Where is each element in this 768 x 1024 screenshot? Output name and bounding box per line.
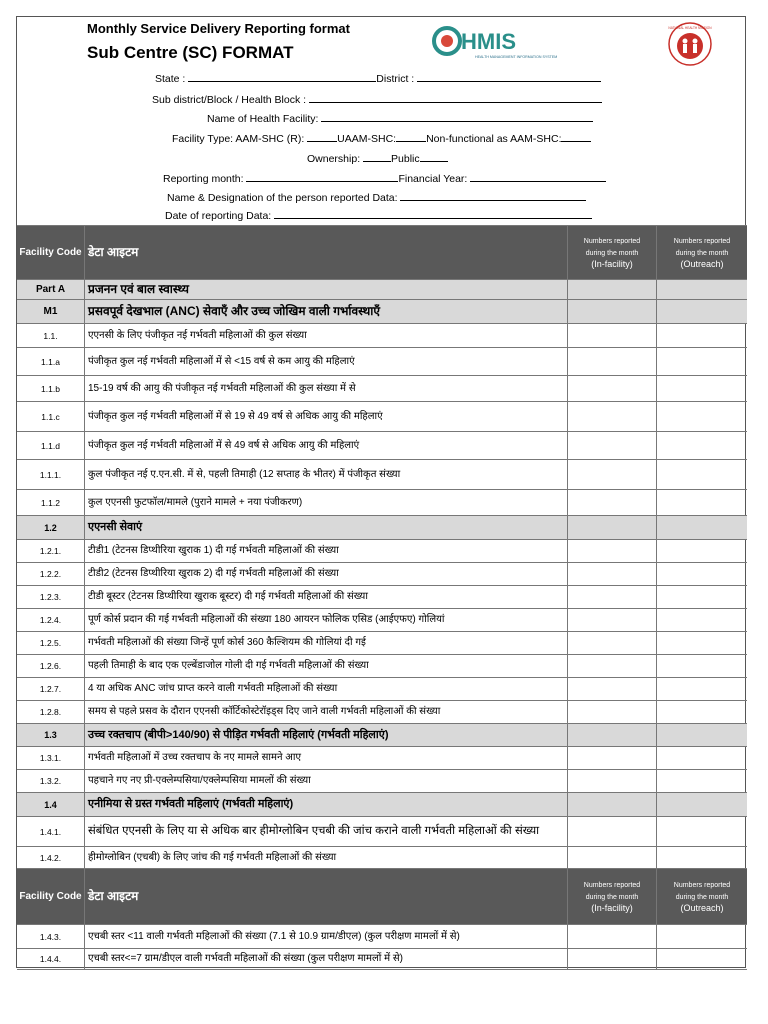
hmis-logo-text: HMIS: [461, 29, 516, 54]
in-facility-cell[interactable]: [568, 678, 657, 700]
uaam-field[interactable]: [396, 131, 426, 142]
row-data-item: एएनसी सेवाएं: [85, 516, 568, 539]
table-row: [17, 431, 747, 459]
table-row: [17, 846, 747, 868]
table-row: [17, 401, 747, 431]
table-row: [17, 585, 747, 608]
table-row: [17, 677, 747, 700]
row-data-item: संबंधित एएनसी के लिए या से अधिक बार हीमोग्लोबिन एचबी की जांच कराने वाली गर्भवती महिलाओं की संख्या: [85, 817, 568, 846]
header-numbers-label: Numbers reported during the month: [673, 238, 731, 257]
row-data-item: कुल पंजीकृत नई ए.एन.सी. में से, पहली तिमाही (12 सप्ताह के भीतर) में पंजीकृत संख्या: [85, 460, 568, 489]
header-data-item: डेटा आइटम: [85, 869, 568, 924]
table-row: [17, 924, 747, 948]
table-header-row: [17, 225, 747, 279]
in-facility-cell[interactable]: [568, 402, 657, 431]
outreach-cell[interactable]: [657, 432, 747, 459]
state-label: State :: [155, 73, 186, 85]
row-data-item: पूर्ण कोर्स प्रदान की गई गर्भवती महिलाओं की संख्या 180 आयरन फोलिक एसिड (आईएफए) गोलियां: [85, 609, 568, 631]
financial-year-label: Financial Year:: [398, 173, 468, 185]
row-code: 1.3.1.: [17, 747, 85, 769]
row-code: 1.2.8.: [17, 701, 85, 723]
outreach-cell[interactable]: [657, 817, 747, 846]
in-facility-cell[interactable]: [568, 925, 657, 948]
in-facility-cell[interactable]: [568, 432, 657, 459]
in-facility-cell[interactable]: [568, 770, 657, 792]
outreach-cell[interactable]: [657, 655, 747, 677]
table-row: [17, 562, 747, 585]
in-facility-cell[interactable]: [568, 632, 657, 654]
row-code: 1.4: [17, 793, 85, 816]
row-data-item: उच्च रक्तचाप (बीपी>140/90) से पीड़ित गर्भवती महिलाएं (गर्भवती महिलाएं): [85, 724, 568, 746]
row-data-item: टीडी2 (टेटनस डिप्थीरिया खुराक 2) दी गई गर्भवती महिलाओं की संख्या: [85, 563, 568, 585]
row-data-item: एचबी स्तर<=7 ग्राम/डीएल वाली गर्भवती महिलाओं की संख्या (कुल परीक्षण मामलों में से): [85, 949, 568, 969]
outreach-cell: [657, 516, 747, 539]
outreach-cell[interactable]: [657, 540, 747, 562]
header-type-label: (Outreach): [680, 258, 724, 269]
table-section-row: [17, 792, 747, 816]
header-outreach: [657, 226, 747, 279]
person-field[interactable]: [400, 190, 586, 201]
in-facility-cell[interactable]: [568, 348, 657, 375]
row-code: 1.1.a: [17, 348, 85, 375]
table-row: [17, 489, 747, 515]
table-header-row: [17, 868, 747, 924]
reporting-month-label: Reporting month:: [163, 173, 244, 185]
in-facility-cell: [568, 516, 657, 539]
table-row: [17, 816, 747, 846]
facility-type-label: Facility Type: AAM-SHC (R):: [172, 133, 305, 145]
in-facility-cell[interactable]: [568, 847, 657, 868]
form-reporting-month: [163, 171, 606, 185]
row-code: 1.2.3.: [17, 586, 85, 608]
district-field[interactable]: [417, 71, 601, 82]
outreach-cell[interactable]: [657, 460, 747, 489]
row-code: 1.2.6.: [17, 655, 85, 677]
in-facility-cell[interactable]: [568, 540, 657, 562]
header-type-label: (In-facility): [591, 902, 633, 913]
table-row: [17, 608, 747, 631]
in-facility-cell: [568, 793, 657, 816]
row-data-item: टीडी बूस्टर (टेटनस डिप्थीरिया खुराक बूस्टर) दी गई गर्भवती महिलाओं की संख्या: [85, 586, 568, 608]
outreach-cell: [657, 793, 747, 816]
row-data-item: एचबी स्तर <11 वाली गर्भवती महिलाओं की संख्या (7.1 से 10.9 ग्राम/डीएल) (कुल परीक्षण मामलों में से): [85, 925, 568, 948]
table-row: [17, 654, 747, 677]
in-facility-cell[interactable]: [568, 609, 657, 631]
row-code: 1.2: [17, 516, 85, 539]
block-label: Sub district/Block / Health Block :: [152, 94, 307, 106]
nhm-logo-text: NATIONAL HEALTH MISSION: [668, 26, 712, 30]
in-facility-cell[interactable]: [568, 747, 657, 769]
state-field[interactable]: [188, 71, 376, 82]
outreach-cell[interactable]: [657, 586, 747, 608]
row-code: 1.4.1.: [17, 817, 85, 846]
reporting-month-field[interactable]: [246, 171, 398, 182]
header-type-label: (Outreach): [680, 902, 724, 913]
facility-name-field[interactable]: [321, 111, 593, 122]
page-subtitle: Sub Centre (SC) FORMAT: [87, 43, 294, 62]
in-facility-cell[interactable]: [568, 817, 657, 846]
row-code: 1.2.1.: [17, 540, 85, 562]
form-block: [152, 92, 602, 106]
row-code: 1.1.b: [17, 376, 85, 401]
table-section-row: [17, 279, 747, 299]
outreach-cell[interactable]: [657, 847, 747, 868]
row-code: 1.1.2: [17, 490, 85, 515]
outreach-cell[interactable]: [657, 402, 747, 431]
row-code: 1.4.2.: [17, 847, 85, 868]
outreach-cell[interactable]: [657, 678, 747, 700]
table-row: [17, 347, 747, 375]
table-row: [17, 375, 747, 401]
outreach-cell[interactable]: [657, 563, 747, 585]
row-data-item: गर्भवती महिलाओं की संख्या जिन्हें पूर्ण कोर्स 360 कैल्शियम की गोलियां दी गई: [85, 632, 568, 654]
in-facility-cell[interactable]: [568, 563, 657, 585]
row-code: 1.2.7.: [17, 678, 85, 700]
hmis-logo-caption: HEALTH MANAGEMENT INFORMATION SYSTEM: [475, 55, 558, 59]
row-data-item: पंजीकृत कुल नई गर्भवती महिलाओं में से 19 से 49 वर्ष से अधिक आयु की महिलाएं: [85, 402, 568, 431]
row-code: 1.2.4.: [17, 609, 85, 631]
financial-year-field[interactable]: [470, 171, 606, 182]
form-ownership: [307, 151, 448, 165]
date-label: Date of reporting Data:: [165, 210, 272, 222]
in-facility-cell[interactable]: [568, 376, 657, 401]
table-row: [17, 323, 747, 347]
header-in-facility: [568, 226, 657, 279]
row-data-item: कुल एएनसी फुटफॉल/मामले (पुराने मामले + नया पंजीकरण): [85, 490, 568, 515]
outreach-cell: [657, 280, 747, 299]
row-code: 1.4.4.: [17, 949, 85, 969]
row-code: 1.4.3.: [17, 925, 85, 948]
table-row: [17, 631, 747, 654]
header-facility-code: Facility Code: [17, 226, 85, 279]
date-field[interactable]: [274, 208, 592, 219]
header-facility-code: Facility Code: [17, 869, 85, 924]
in-facility-cell[interactable]: [568, 701, 657, 723]
page-title: Monthly Service Delivery Reporting format: [87, 21, 350, 36]
aam-shc-field[interactable]: [307, 131, 337, 142]
row-code: Part A: [17, 280, 85, 299]
in-facility-cell: [568, 724, 657, 746]
table-row: [17, 700, 747, 723]
outreach-cell[interactable]: [657, 925, 747, 948]
nonfunctional-field[interactable]: [561, 131, 591, 142]
facility-name-label: Name of Health Facility:: [207, 113, 319, 125]
row-code: 1.1.d: [17, 432, 85, 459]
row-data-item: प्रजनन एवं बाल स्वास्थ्य: [85, 280, 568, 299]
outreach-cell[interactable]: [657, 770, 747, 792]
table-row: [17, 769, 747, 792]
outreach-cell[interactable]: [657, 949, 747, 969]
header-in-facility: [568, 869, 657, 924]
table-row: [17, 948, 747, 970]
ownership-label: Ownership:: [307, 153, 361, 165]
row-data-item: टीडी1 (टेटनस डिप्थीरिया खुराक 1) दी गई गर्भवती महिलाओं की संख्या: [85, 540, 568, 562]
hmis-logo: [431, 23, 558, 63]
outreach-cell[interactable]: [657, 632, 747, 654]
header-type-label: (In-facility): [591, 258, 633, 269]
row-data-item: हीमोग्लोबिन (एचबी) के लिए जांच की गई गर्भवती महिलाओं की संख्या: [85, 847, 568, 868]
row-code: 1.1.1.: [17, 460, 85, 489]
header-data-item: डेटा आइटम: [85, 226, 568, 279]
in-facility-cell: [568, 280, 657, 299]
row-data-item: एनीमिया से ग्रस्त गर्भवती महिलाएं (गर्भवती महिलाएं): [85, 793, 568, 816]
outreach-cell[interactable]: [657, 747, 747, 769]
row-data-item: पहचाने गए नए प्री-एक्लेम्पसिया/एक्लेम्पसिया मामलों की संख्या: [85, 770, 568, 792]
row-data-item: एएनसी के लिए पंजीकृत नई गर्भवती महिलाओं की कुल संख्या: [85, 324, 568, 347]
header-outreach: [657, 869, 747, 924]
row-data-item: पंजीकृत कुल नई गर्भवती महिलाओं में से <15 वर्ष से कम आयु की महिलाएं: [85, 348, 568, 375]
header-numbers-label: Numbers reported during the month: [583, 238, 641, 257]
row-code: 1.3.2.: [17, 770, 85, 792]
in-facility-cell[interactable]: [568, 490, 657, 515]
table-section-row: [17, 515, 747, 539]
outreach-cell[interactable]: [657, 701, 747, 723]
table-section-row: [17, 299, 747, 323]
outreach-cell[interactable]: [657, 348, 747, 375]
uaam-label: UAAM-SHC:: [337, 133, 397, 145]
table-section-row: [17, 723, 747, 746]
row-data-item: 15-19 वर्ष की आयु की पंजीकृत नई गर्भवती महिलाओं की कुल संख्या में से: [85, 376, 568, 401]
report-sheet: [16, 16, 746, 968]
form-facility-name: [207, 111, 593, 125]
in-facility-cell[interactable]: [568, 586, 657, 608]
row-data-item: पहली तिमाही के बाद एक एल्बेंडाजोल गोली दी गई गर्भवती महिलाओं की संख्या: [85, 655, 568, 677]
nonfunctional-label: Non-functional as AAM-SHC:: [426, 133, 562, 145]
outreach-cell: [657, 724, 747, 746]
row-data-item: समय से पहले प्रसव के दौरान एएनसी कॉर्टिकोस्टेरॉइड्स दिए जाने वाली गर्भवती महिलाओं की संख्या: [85, 701, 568, 723]
row-code: 1.1.: [17, 324, 85, 347]
row-data-item: गर्भवती महिलाओं में उच्च रक्तचाप के नए मामले सामने आए: [85, 747, 568, 769]
person-label: Name & Designation of the person reported Data:: [167, 192, 398, 204]
in-facility-cell[interactable]: [568, 655, 657, 677]
row-data-item: प्रसवपूर्व देखभाल (ANC) सेवाएँ और उच्च जोखिम वाली गर्भावस्थाएँ: [85, 300, 568, 323]
row-data-item: पंजीकृत कुल नई गर्भवती महिलाओं में से 49 वर्ष से अधिक आयु की महिलाएं: [85, 432, 568, 459]
form-state-district: [155, 71, 601, 85]
outreach-cell[interactable]: [657, 376, 747, 401]
row-code: 1.1.c: [17, 402, 85, 431]
table-row: [17, 459, 747, 489]
row-code: 1.3: [17, 724, 85, 746]
outreach-cell: [657, 300, 747, 323]
row-code: 1.2.5.: [17, 632, 85, 654]
row-code: 1.2.2.: [17, 563, 85, 585]
row-code: M1: [17, 300, 85, 323]
form-person: [167, 190, 586, 204]
nhm-logo: [667, 21, 713, 67]
table-row: [17, 746, 747, 769]
header-numbers-label: Numbers reported during the month: [583, 882, 641, 901]
form-facility-type: [172, 131, 591, 145]
in-facility-cell[interactable]: [568, 324, 657, 347]
in-facility-cell[interactable]: [568, 460, 657, 489]
outreach-cell[interactable]: [657, 490, 747, 515]
outreach-cell[interactable]: [657, 324, 747, 347]
outreach-cell[interactable]: [657, 609, 747, 631]
public-field[interactable]: [420, 151, 448, 162]
header-numbers-label: Numbers reported during the month: [673, 882, 731, 901]
public-label: Public: [391, 153, 420, 165]
in-facility-cell: [568, 300, 657, 323]
block-field[interactable]: [309, 92, 602, 103]
form-date: [165, 208, 592, 222]
ownership-field[interactable]: [363, 151, 391, 162]
row-data-item: 4 या अधिक ANC जांच प्राप्त करने वाली गर्भवती महिलाओं की संख्या: [85, 678, 568, 700]
district-label: District :: [376, 73, 415, 85]
table-row: [17, 539, 747, 562]
in-facility-cell[interactable]: [568, 949, 657, 969]
